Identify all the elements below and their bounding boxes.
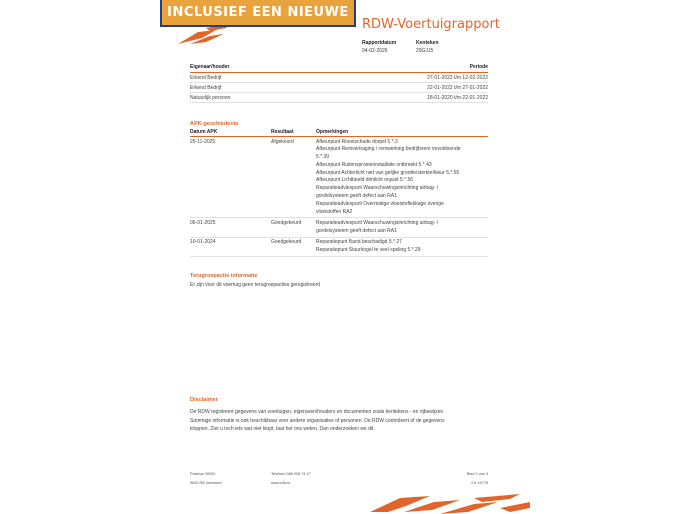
disclaimer-title: Disclaimer [190,397,218,403]
rdw-logo-icon [370,494,530,514]
table-row [190,93,488,103]
remark-line: 5.*.39 [316,154,330,161]
table-row [190,238,488,257]
remark-line: Reparatieadviespunt Overmatige vloeistoflekkage overige [316,200,444,207]
apk-date-cell: 25-11-2025 [190,138,216,145]
apk-date-cell: 06-01-2025 [190,219,216,226]
plate-label: Kenteken [416,40,439,46]
apk-header [190,129,488,137]
disclaimer-text [190,408,490,434]
remark-line: Afkeurpunt Lichtbeeld dimlicht onjuist 5.*.56 [316,177,414,184]
footer-page-info [440,470,488,488]
apk-result-cell: Afgekeurd [271,138,294,145]
remark-line: Reparatiepunt Band beschadigd 5.*.27 [316,239,402,246]
recall-text: Er zijn voor dit voertuig geen terugroepacties geregistreerd [190,282,321,288]
footer-page-number: Blad 2 van 3 [466,472,488,476]
disclaimer-line: De RDW registreert gegevens van voertuigen, eigenaren/houders en documenten zoals kentekens - en rijbewijzen. [190,409,445,415]
remark-line: gordelsysteem geeft defect aan RA1 [316,193,397,200]
period-cell: 22-01-2022 t/m 27-01-2022 [427,84,488,91]
remark-line: Afkeurpunt Ruitensproeierinstallatie ontbreekt 5.*.43 [316,161,432,168]
disclaimer-line: kloppen. Ziet u toch iets wat niet klopt, laat het ons weten. Dan onderzoeken we dit. [190,426,375,432]
footer-web: www.rdw.nl [271,481,290,485]
footer-version: 2.6 16778 [471,481,488,485]
owner-cell: Erkend Bedrijf [190,74,222,81]
remark-line: Reparatieadviespunt Waarschuwingsinrichting airbag- / [316,219,439,226]
apk-section-title: APK-geschiedenis [190,121,239,127]
footer-phone: Telefoon 088 008 74 47 [271,472,311,476]
remark-line: Reparatieadviespunt Waarschuwingsinrichting airbag- / [316,185,439,192]
table-row [190,218,488,237]
plate-block [416,40,439,54]
footer-address-line2: 9640 RA Veendam [190,481,222,485]
report-date-value: 04-02-2026 [362,48,388,54]
recall-section-title: Terugroepactie informatie [190,273,258,279]
disclaimer-line: Sommige informatie is ook beschikbaar voor andere organisaties of personen. De RDW controleert of de gegevens [190,417,445,424]
owner-column-header: Eigenaar/houder [190,64,230,70]
remark-line: Afkeurpunt Remvertraging / remwerking bedrijfsrem onvoldoende [316,146,461,153]
apk-remarks-header: Opmerkingen [316,129,349,135]
apk-table [190,129,488,257]
new-apk-banner: INCLUSIEF EEN NIEUWE APK [160,0,356,27]
remark-line: vloeistoffen RA2 [316,208,353,215]
remark-line: gordelsysteem geeft defect aan RA1 [316,227,397,234]
apk-remarks-cell [316,139,488,217]
footer-address [190,470,222,488]
period-cell: 18-01-2020 t/m 22-01-2022 [427,94,488,101]
report-date-label: Rapportdatum [362,40,397,46]
apk-result-cell: Goedgekeurd [271,239,302,246]
owners-table [190,64,488,103]
period-cell: 27-01-2022 t/m 12-02-2022 [427,74,488,81]
apk-date-cell: 10-01-2024 [190,239,216,246]
plate-value: 29GJJ5 [416,48,434,54]
remark-line: Reparatiepunt Stuurkogel te veel speling 5.*.29 [316,246,421,253]
footer-contact [271,470,311,488]
page-title: RDW-Voertuigrapport [362,17,500,32]
apk-remarks-cell [316,220,488,236]
period-column-header: Periode [469,64,488,70]
report-date-block [362,40,396,54]
apk-result-cell: Goedgekeurd [271,219,302,226]
apk-result-header: Resultaat [271,129,294,135]
remark-line: Afkeurpunt Roestschade dorpel 5.*.3 [316,138,398,145]
owner-cell: Erkend Bedrijf [190,84,222,91]
owners-header [190,64,488,73]
owner-cell: Natuurlijk persoon [190,94,231,101]
footer-address-line1: Postbus 30000 [190,472,216,476]
remark-line: Afkeurpunt Achterlicht niet van gelijke grootte/sterkte/kleur 5.*.55 [316,169,460,176]
apk-date-header: Datum APK [190,129,218,135]
table-row [190,137,488,218]
table-row [190,83,488,93]
apk-remarks-cell [316,239,488,255]
table-row [190,73,488,83]
